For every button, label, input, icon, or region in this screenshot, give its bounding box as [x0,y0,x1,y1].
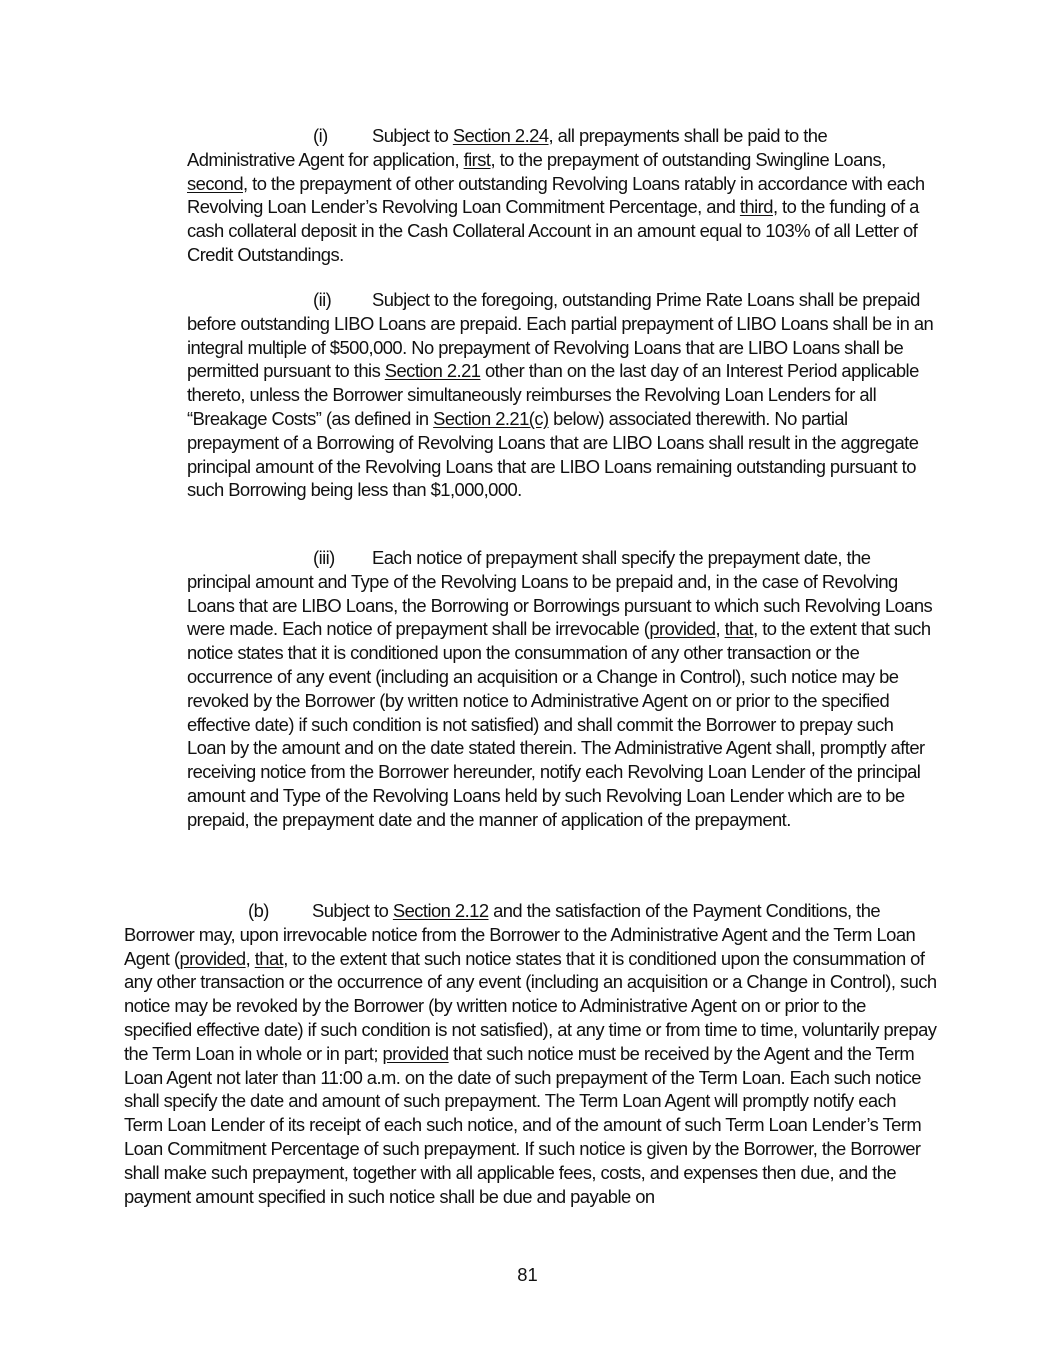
text-segment: Subject to [312,900,393,921]
emphasis-provided: provided [649,618,716,640]
emphasis-that: that [724,618,754,640]
text-segment: Each notice of prepayment shall specify the prepayment date, the principal amount and Type of the Revolving Loans to be prepaid and, in the case of Revolving Loans that are LIBO Loans, the Borrowing or Borrowings pursuant to which such Revolving Loans were made. Each notice of prepayment shall be irrevocable ( [187,547,933,640]
text-segment: , to the prepayment of outstanding Swingline Loans, [490,148,886,170]
paragraph-b [124,899,938,1208]
text-segment: Subject to [372,125,453,146]
emphasis-first: first [463,148,491,170]
text-segment: that such notice must be received by the Agent and the Term Loan Agent not later than 11:00 a.m. on the date of such prepayment of the Term Loan. Each such notice shall specify the date and amount of such prepayment. The Term Loan Agent will promptly notify each Term Loan Lender of its receipt of each such notice, and of the amount of such Term Loan Lender’s Term Loan Commitment Percentage of such prepayment. If such notice is given by the Borrower, the Borrower shall make such prepayment, together with all applicable fees, costs, and expenses then due, and the payment amount specified in such notice shall be due and payable on [124,1042,922,1207]
paragraph-a-i [187,124,935,267]
emphasis-second: second [187,172,244,194]
text-segment: and the satisfaction of the Payment Conditions, the Borrower may, upon irrevocable notice from the Borrower to the Administrative Agent and the Term Loan Agent ( [124,900,916,969]
emphasis-third: third [739,196,773,218]
emphasis-that: that [254,947,284,969]
text-segment: other than on the last day of an Interest Period applicable thereto, unless the Borrower simultaneously reimburses the Revolving Loan Lenders for all “Breakage Costs” (as defined in [187,360,919,429]
text-segment: , all prepayments shall be paid to the Administrative Agent for application, [187,125,828,170]
text-segment: , to the funding of a cash collateral deposit in the Cash Collateral Account in an amount equal to 103% of all Letter of Credit Outstandings. [187,196,919,265]
section-reference: Section 2.24 [452,125,549,146]
text-segment: , to the extent that such notice states that it is conditioned upon the consummation of any other transaction or the occurrence of any event (including an acquisition or a Change in Control), such notice may be revoked by the Borrower (by written notice to Administrative Agent on or prior to the specified effective date) if such condition is not satisfied), at any time or from time to time, voluntarily prepay the Term Loan in whole or in part; [124,947,937,1064]
text-segment: , to the extent that such notice states that it is conditioned upon the consummation of any other transaction or the occurrence of any event (including an acquisition or a Change in Control), such notice may be revoked by the Borrower (by written notice to Administrative Agent on or prior to the specified effective date) if such condition is not satisfied) and shall commit the Borrower to prepay such Loan by the amount and on the date stated therein. The Administrative Agent shall, promptly after receiving notice from the Borrower hereunder, notify each Revolving Loan Lender of the principal amount and Type of the Revolving Loans held by such Revolving Loan Lender which are to be prepaid, the prepayment date and the manner of application of the prepayment. [187,618,931,830]
paragraph-a-ii [187,288,935,502]
clause-marker: (b) [248,900,269,921]
page-number: 81 [517,1264,538,1285]
clause-marker: (iii) [313,547,335,568]
clause-marker: (i) [313,125,328,146]
emphasis-provided: provided [382,1042,449,1064]
paragraph-a-iii [187,546,935,832]
section-reference: Section 2.12 [392,900,489,921]
section-reference: Section 2.21 [384,360,481,382]
text-segment: Subject to the foregoing, outstanding Prime Rate Loans shall be prepaid before outstanding LIBO Loans are prepaid. Each partial prepayment of LIBO Loans shall be in an integral multiple of $500,000. No prepayment of Revolving Loans that are LIBO Loans shall be permitted pursuant to this [187,289,934,382]
text-segment: , [715,618,725,640]
clause-marker: (ii) [313,289,332,310]
text-segment: , to the prepayment of other outstanding Revolving Loans ratably in accordance with each Revolving Loan Lender’s Revolving Loan Commitment Percentage, and [187,172,925,218]
text-segment: below) associated therewith. No partial prepayment of a Borrowing of Revolving Loans that are LIBO Loans shall result in the aggregate principal amount of the Revolving Loans that are LIBO Loans remaining outstanding pursuant to such Borrowing being less than $1,000,000. [187,407,919,501]
section-reference: Section 2.21(c) [433,407,549,429]
emphasis-provided: provided [179,947,246,969]
text-segment: , [245,947,255,969]
